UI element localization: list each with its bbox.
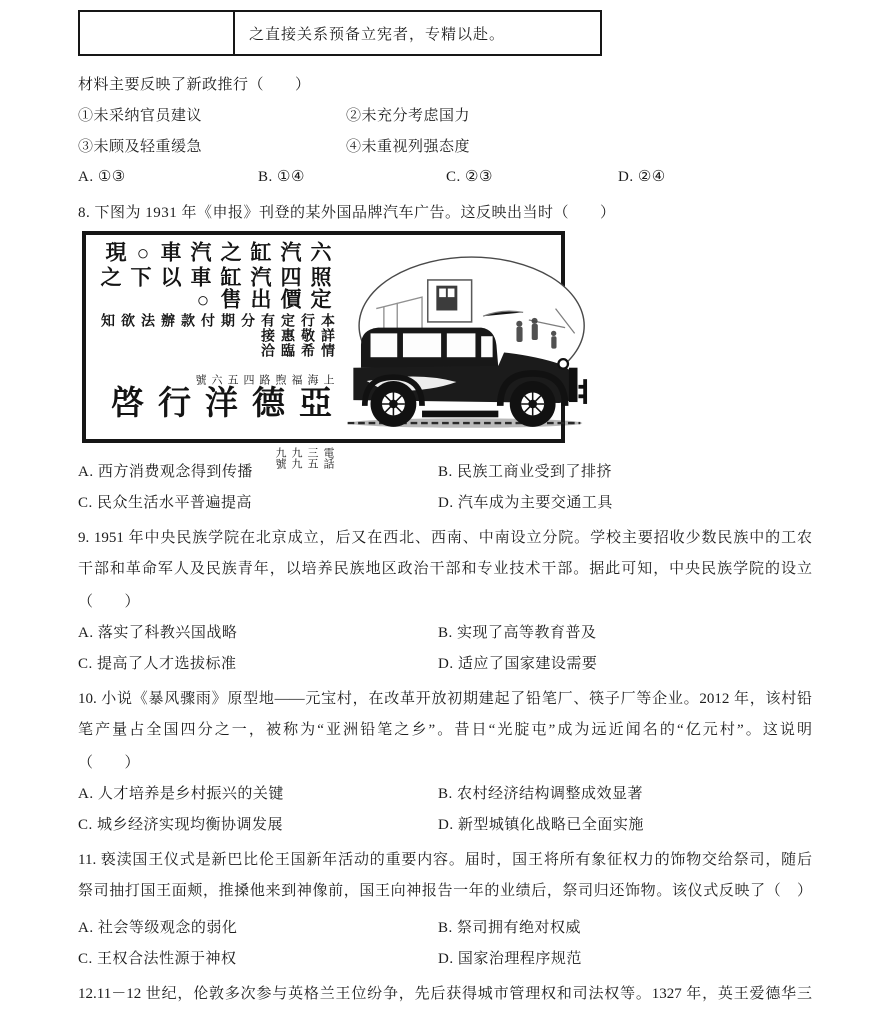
q11-option-d: D. 国家治理程序规范 [438,951,582,967]
q7-option-c: C. ②③ [446,169,493,185]
q11-option-c: C. 王权合法性源于神权 [78,951,237,967]
q11-line-2: 祭司抽打国王面颊，推搡他来到神像前，国王向神报告一年的业绩后，祭司归还饰物。该仪式反映了（ ） [78,883,812,899]
q10-options-row-2 [78,808,812,839]
material-table-cell-right: 之直接关系预备立宪者，专精以赴。 [249,26,506,43]
q7-item-3: ③未顾及轻重缓急 [78,139,203,155]
q8-option-d: D. 汽车成为主要交通工具 [438,495,613,511]
q7-item-1: ①未采纳官员建议 [78,108,203,124]
ad-column-1: 六汽缸之汽車○現 [103,241,332,266]
front-wheel [510,381,556,427]
ad-column-5: 詳情敬希 惠臨接洽 [259,328,334,373]
ad-column-3: 定價出售○ [191,288,332,313]
q8-options-row-1 [78,455,812,486]
q11-options-row-2 [78,942,812,973]
q10-option-d: D. 新型城镇化战略已全面实施 [438,817,644,833]
ad-phone-number: 電話 三五九九九號 [274,447,334,480]
q12-line-1: 12.11－12 世纪，伦敦多次参与英格兰王位纷争，先后获得城市管理权和司法权等。1327 年，英王爱德华三 [78,986,812,1002]
ad-column-2: 照四汽缸車以下之 [98,266,332,288]
q10-line-1: 10. 小说《暴风骤雨》原型地——元宝村，在改革开放初期建起了铅笔厂、筷子厂等企业。2012 年，该村铅 [78,691,812,707]
q7-items-row-2 [78,130,812,161]
q8-option-a: A. 西方消费观念得到传播 [78,464,253,480]
vintage-car-svg [340,243,588,439]
q11-option-a: A. 社会等级观念的弱化 [78,920,238,936]
q10-line-2: 笔产量占全国四分之一，被称为“亚洲铅笔之乡”。昔日“光腚屯”成为远近闻名的“亿元村”。这说明 [78,722,812,738]
ad-column-4: 本行定有分期付款辦法欲知 [99,313,334,328]
ad-address: 上海福煦路四五六號 [194,374,334,385]
q9-line-2: 干部和革命军人及民族青年，以培养民族地区政治干部和专业技术干部。据此可知，中央民族学院的设立 [78,561,812,577]
q8-options-row-2 [78,486,812,517]
q11-option-b: B. 祭司拥有绝对权威 [438,920,582,936]
material-table [78,10,602,56]
rear-wheel [371,381,417,427]
q7-option-d: D. ②④ [618,169,666,185]
q10-line-3: （ ） [78,755,141,771]
q9-options-row-2 [78,647,812,678]
q7-options-row [78,161,812,192]
ad-brand-name: 亞德洋行啓 [106,385,330,421]
q9-line-1: 9. 1951 年中央民族学院在北京成立，后又在西北、西南、中南设立分院。学校主要招收少数民族中的工农 [78,530,812,546]
q9-option-b: B. 实现了高等教育普及 [438,625,597,641]
material-table-cell-left [80,12,235,54]
q7-items-row-1 [78,99,812,130]
q10-options-row-1 [78,777,812,808]
car-illustration [340,235,588,439]
q7-item-4: ④未重视列强态度 [346,139,471,155]
q8-option-b: B. 民族工商业受到了排挤 [438,464,613,480]
q10-option-b: B. 农村经济结构调整成效显著 [438,786,644,802]
q9-options-row-1 [78,616,812,647]
q10-option-a: A. 人才培养是乡村振兴的关键 [78,786,284,802]
q9-option-c: C. 提高了人才选拔标准 [78,656,237,672]
q10-option-c: C. 城乡经济实现均衡协调发展 [78,817,284,833]
q7-item-2: ②未充分考虑国力 [346,108,471,124]
q7-option-b: B. ①④ [258,169,305,185]
q8-stem: 8. 下图为 1931 年《申报》刊登的某外国品牌汽车广告。这反映出当时（ ） [78,205,616,221]
q7-option-a: A. ①③ [78,169,126,185]
q11-line-1: 11. 亵渎国王仪式是新巴比伦王国新年活动的重要内容。届时，国王将所有象征权力的饰物交给祭司，随后 [78,852,812,868]
q9-option-a: A. 落实了科教兴国战略 [78,625,238,641]
q7-stem: 材料主要反映了新政推行（ ） [78,77,311,93]
q9-line-3: （ ） [78,594,141,610]
q8-option-c: C. 民众生活水平普遍提高 [78,495,253,511]
q9-option-d: D. 适应了国家建设需要 [438,656,598,672]
q11-options-row-1 [78,911,812,942]
